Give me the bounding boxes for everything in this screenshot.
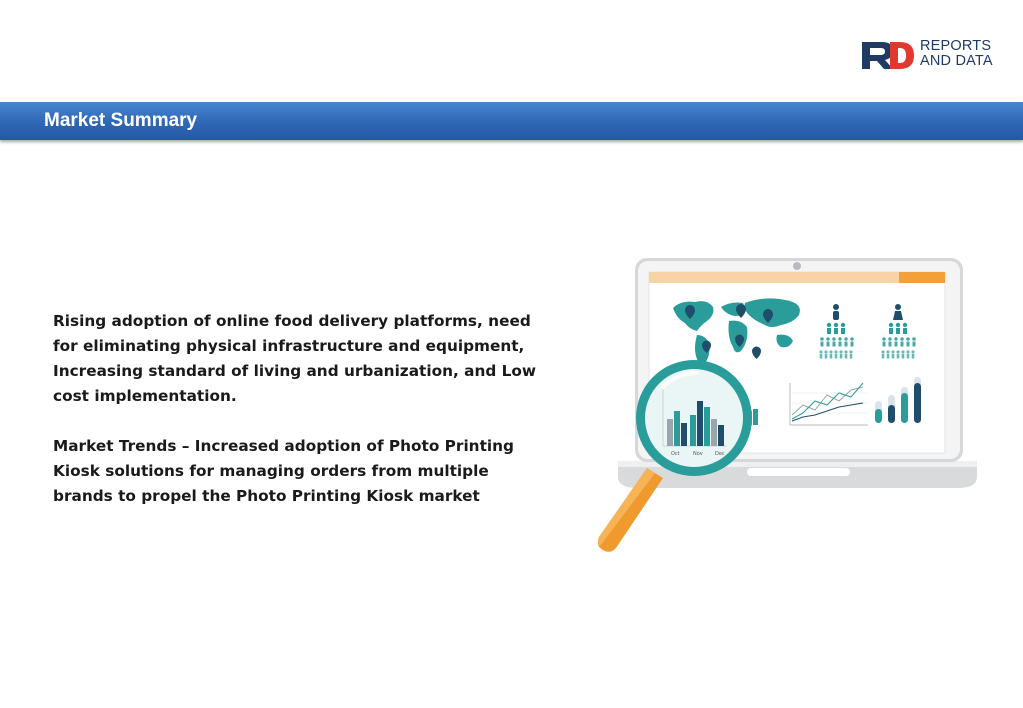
- tick-label: Dec: [715, 451, 725, 457]
- header-banner: [0, 102, 1023, 140]
- logo-text: [920, 39, 993, 69]
- summary-content: [53, 309, 548, 534]
- summary-paragraph: Rising adoption of online food delivery platforms, need for eliminating physical infrastructure and equipment, Increasing standard of living and urbanization, and Low cost implementation.: [53, 312, 537, 405]
- tick-label: Oct: [671, 451, 680, 457]
- rd-logo-icon: [860, 38, 916, 72]
- logo-line-2: AND DATA: [920, 53, 993, 69]
- market-trends-paragraph: Market Trends – Increased adoption of Photo Printing Kiosk solutions for managing orders from multiple brands to propel the Photo Printing Kiosk market: [53, 437, 514, 505]
- reports-and-data-logo: [860, 38, 1005, 72]
- magnifying-glass-icon: [598, 360, 752, 552]
- logo-line-1: REPORTS: [920, 38, 992, 54]
- laptop-analytics-illustration: [585, 255, 985, 560]
- tick-label: Nov: [693, 451, 703, 457]
- page-title: Market Summary: [44, 110, 198, 131]
